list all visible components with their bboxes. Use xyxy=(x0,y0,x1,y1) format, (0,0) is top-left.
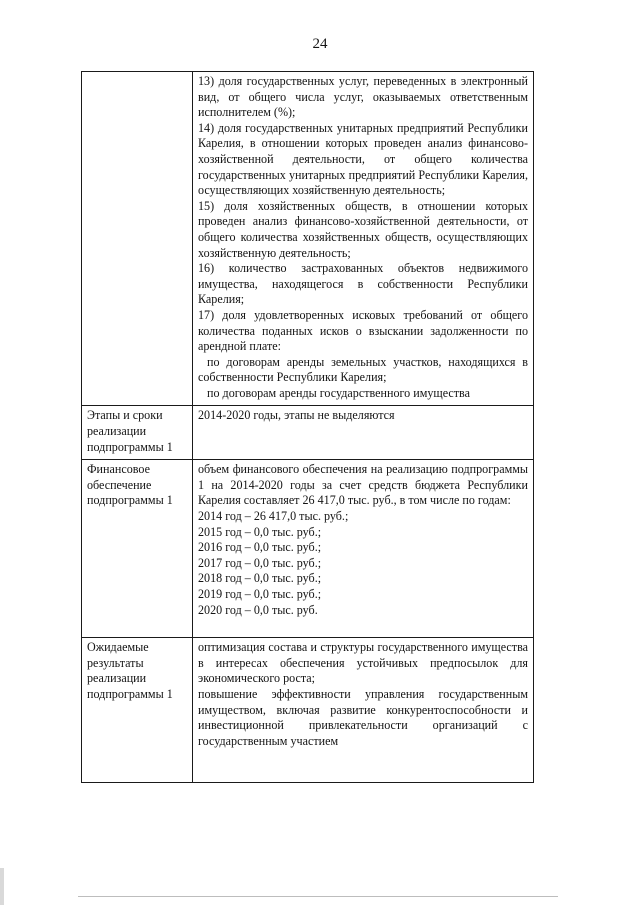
financing-year-2018: 2018 год – 0,0 тыс. руб.; xyxy=(198,571,322,586)
passport-table xyxy=(81,71,534,783)
table-row-financing xyxy=(82,460,534,638)
table-row-indicators xyxy=(82,72,534,406)
results-item-efficiency: повышение эффективности управления государственным имуществом, включая развитие конкурентоспособности и инвестиционной привлекательности организаций с государственным участием xyxy=(198,687,528,748)
indicator-item-17: 17) доля удовлетворенных исковых требований от общего количества поданных исков о взыскании задолженности по арендной плате: xyxy=(198,307,528,354)
indicator-item-16: 16) количество застрахованных объектов недвижимого имущества, находящегося в собственности Республики Карелия; xyxy=(198,261,528,307)
stages-label: Этапы и сроки реализации подпрограммы 1 xyxy=(82,406,193,460)
indicator-item-15: 15) доля хозяйственных обществ, в отношении которых проведен анализ финансово-хозяйственной деятельности, от общего количества хозяйственных обществ, осуществляющих хозяйственную деятельность; xyxy=(198,198,528,260)
results-item-optimization: оптимизация состава и структуры государственного имущества в интересах обеспечения устойчивых предпосылок для экономического роста; xyxy=(198,640,528,686)
indicator-item-13: 13) доля государственных услуг, переведенных в электронный вид, от общего числа услуг, оказываемых ответственным исполнителем (%); xyxy=(198,74,528,120)
scan-margin-shadow xyxy=(0,868,4,905)
financing-year-2019: 2019 год – 0,0 тыс. руб.; xyxy=(198,587,322,601)
scan-edge-line xyxy=(78,896,558,897)
financing-value-cell xyxy=(193,460,534,638)
financing-year-2020: 2020 год – 0,0 тыс. руб. xyxy=(198,602,318,617)
financing-label: Финансовое обеспечение подпрограммы 1 xyxy=(82,460,193,638)
indicator-subitem-land-lease: по договорам аренды земельных участков, находящихся в собственности Республики Карелия; xyxy=(198,354,528,385)
indicators-value-cell xyxy=(193,72,534,406)
indicator-subitem-property-lease: по договорам аренды государственного имущества xyxy=(207,385,470,400)
table-row-results xyxy=(82,638,534,783)
financing-year-2017: 2017 год – 0,0 тыс. руб.; xyxy=(198,555,322,570)
stages-value: 2014-2020 годы, этапы не выделяются xyxy=(193,406,534,460)
indicators-label-cell xyxy=(82,72,193,406)
results-label: Ожидаемые результаты реализации подпрограммы 1 xyxy=(82,638,193,783)
results-value-cell xyxy=(193,638,534,783)
indicator-item-14: 14) доля государственных унитарных предприятий Республики Карелия, в отношении которых проведен анализ финансово-хозяйственной деятельности, от общего количества государственных унитарных предприятий Республики Карелия, осуществляющих хозяйственную деятельность; xyxy=(198,120,528,198)
page-number: 24 xyxy=(312,36,328,52)
financing-intro: объем финансового обеспечения на реализацию подпрограммы 1 на 2014-2020 годы за счет средств бюджета Республики Карелия составляет 26 417,0 тыс. руб., в том числе по годам: xyxy=(198,462,528,508)
financing-year-2016: 2016 год – 0,0 тыс. руб.; xyxy=(198,540,322,555)
financing-year-2014: 2014 год – 26 417,0 тыс. руб.; xyxy=(198,509,349,524)
financing-year-2015: 2015 год – 0,0 тыс. руб.; xyxy=(198,524,322,539)
table-row-stages xyxy=(82,406,534,460)
